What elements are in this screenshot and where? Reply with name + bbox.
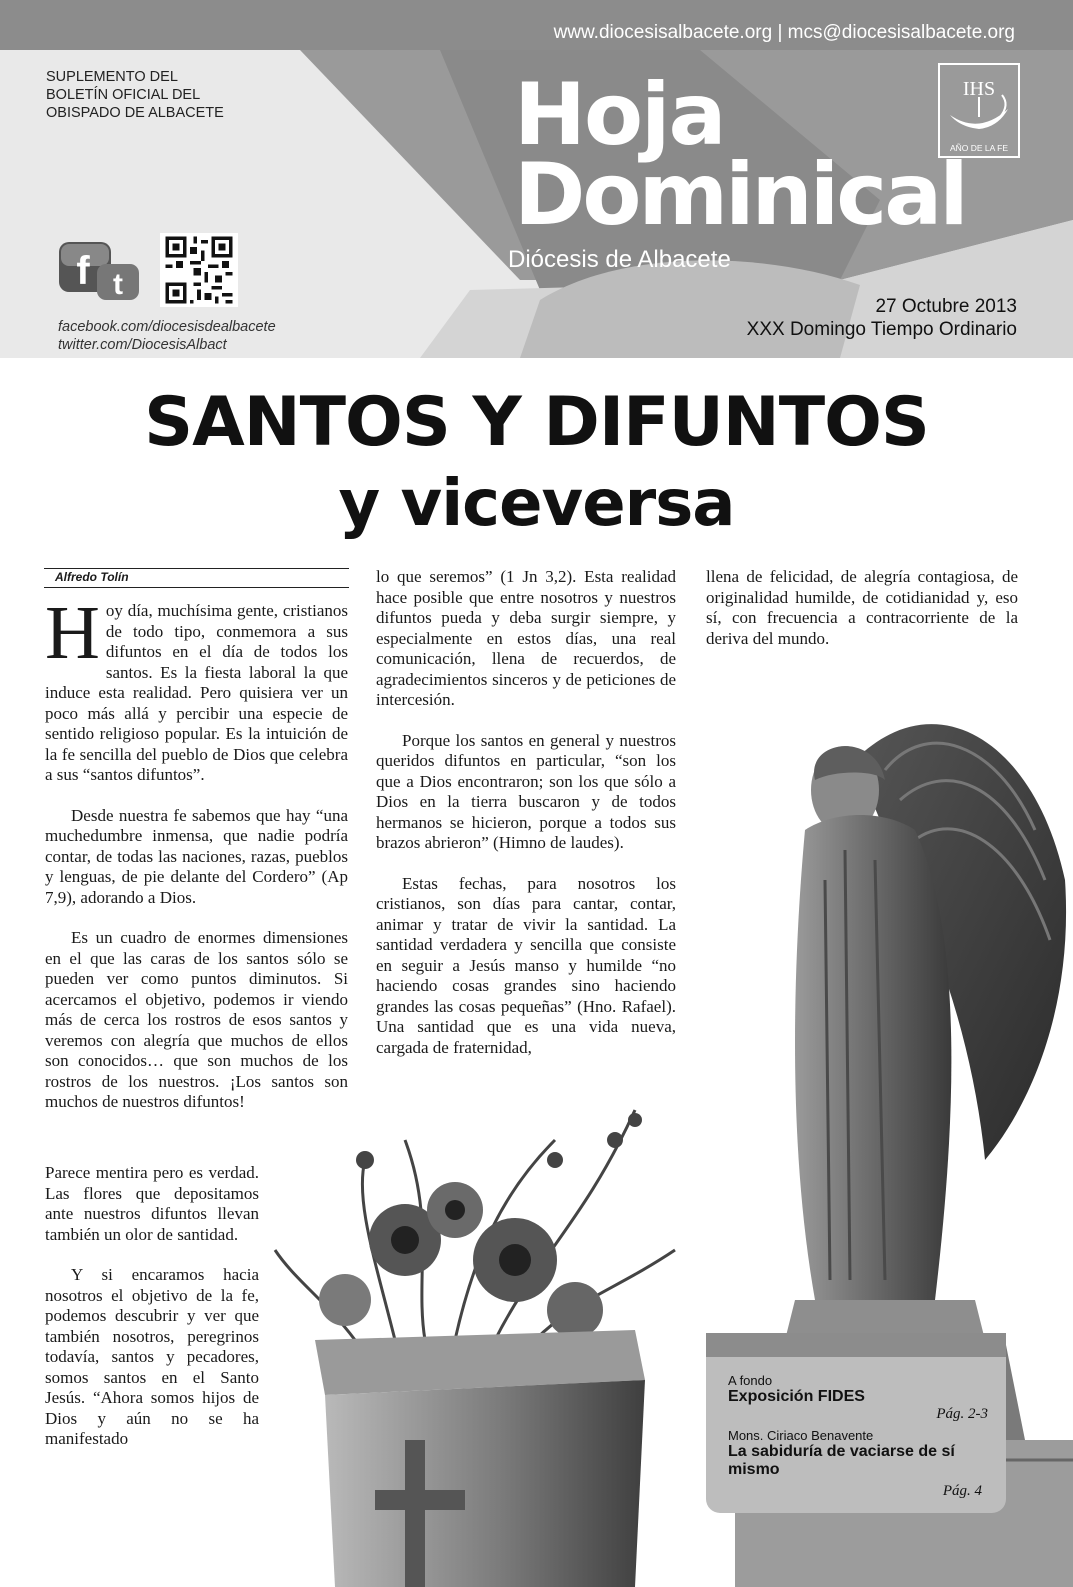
inside-kicker: A fondo [728,1373,773,1388]
paragraph: Es un cuadro de enormes dimensiones en el que las caras de los santos sólo se pueden ver como puntos diminutos. Si acercamos el objetivo, podemos ir viendo más de cerca los rostros de esos santos y veremos con alegría que muchos de ellos son conocidos… que son muchos de los rostros de los nuestros. ¡Los santos son muchos de nuestros difuntos! [45,928,348,1111]
drop-cap: H [45,591,100,675]
qr-code-icon[interactable] [160,233,238,307]
inside-item[interactable] [728,1428,988,1500]
inside-page: Pág. 2-3 [936,1406,988,1422]
paragraph: llena de felicidad, de alegría contagiosa, de originalidad humilde, de cotidianidad y, eso sí, con frecuencia a contracorriente de la deriva del mundo. [706,567,1018,648]
svg-text:f: f [76,249,90,293]
masthead-title-line2: Dominical [514,145,966,245]
social-links [58,318,276,354]
inside-title: La sabiduría de vaciarse de sí mismo [728,1443,955,1478]
paragraph: Y si encaramos hacia nosotros el objetivo de la fe, podemos descubrir y ver que también nosotros, peregrinos todavía, santos y pecadores, somos santos en el Santo Jesús. “Ahora somos hijos de Dios y aún no se ha manifestado [45,1265,259,1448]
article-column-3 [706,567,1018,669]
logo-caption: AÑO DE LA FE [949,143,1009,153]
flowers-planter-image [255,1100,725,1587]
paragraph: Desde nuestra fe sabemos que hay “una muchedumbre inmensa, que nadie podría contar, de todas las naciones, razas, pueblos y lenguas, de pie delante del Cordero” (Ap 7,9), adorando a Dios. [45,805,348,907]
inside-box-header [706,1333,1006,1357]
inside-title: Exposición FIDES [728,1388,865,1405]
paragraph: lo que seremos” (1 Jn 3,2). Esta realidad hace posible que entre nosotros y nuestros difuntos pueda y deba surgir siempre, y especialmente en estos días, una real comunicación, llena de recuerdos, de agradecimientos sinceros y de peticiones de intercesión. [376,567,676,709]
article-subheadline: y viceversa [338,467,735,541]
article-author: Alfredo Tolín [55,570,129,584]
liturgical-day: XXX Domingo Tiempo Ordinario [746,319,1017,340]
facebook-link[interactable]: facebook.com/diocesisdealbacete [58,319,276,335]
issue-date: 27 Octubre 2013 [875,296,1017,317]
inside-kicker: Mons. Ciriaco Benavente [728,1428,874,1443]
supplement-notice [46,68,306,122]
inside-page: Pág. 4 [942,1483,982,1499]
inside-item[interactable] [728,1373,988,1423]
twitter-link[interactable]: twitter.com/DiocesisAlbact [58,337,227,353]
paragraph [45,591,348,786]
supplement-line: SUPLEMENTO DEL [46,69,178,85]
contact-links[interactable]: www.diocesisalbacete.org | mcs@diocesisalbacete.org [553,22,1015,43]
masthead-subtitle: Diócesis de Albacete [508,246,731,273]
article-column-2 [376,567,676,1078]
facebook-twitter-icon[interactable] [57,240,141,302]
boat-icon [940,65,1018,143]
inside-contents-box [706,1333,1006,1513]
paragraph: Estas fechas, para nosotros los cristianos, son días para cantar, contar, animar y tratar de vivir la santidad. La santidad verdadera y sencilla que consiste en seguir a Jesús manso y humilde “no haciendo cosas grandes sino haciendo grandes las cosas pequeñas” (Hno. Rafael). Una santidad que es una vida nueva, cargada de fraternidad, [376,873,676,1057]
issue-date-block [747,295,1017,341]
masthead-title-line1: Hoja [514,65,725,165]
supplement-line: OBISPADO DE ALBACETE [46,105,224,121]
paragraph: Porque los santos en general y nuestros queridos difuntos en particular, “son los que a Dios encontraron; son los que sólo a Dios en la tierra buscaron y de todos hermanos se hicieron, porque a todos sus brazos abrieron” (Himno de laudes). [376,730,676,852]
paragraph: Parece mentira pero es verdad. Las flores que depositamos ante nuestros difuntos llevan también un olor de santidad. [45,1163,259,1244]
logo-mark: IHS [962,78,996,100]
supplement-line: BOLETÍN OFICIAL DEL [46,87,201,103]
article-column-1 [45,591,348,1133]
article-column-1-continued [45,1163,259,1470]
article-headline: SANTOS Y DIFUNTOS [144,383,929,462]
svg-text:t: t [113,268,123,301]
paragraph-text: oy día, muchísima gente, cristianos de todo tipo, conmemora a sus difuntos en el día de todos los santos. Es la fiesta laboral la que induce esta realidad. Pero quisiera ver un poco más allá y percibir una especie de sentido religioso popular. Es la intuición de la fe sencilla del pueblo de Dios que celebra a sus “santos difuntos”. [45,601,348,784]
